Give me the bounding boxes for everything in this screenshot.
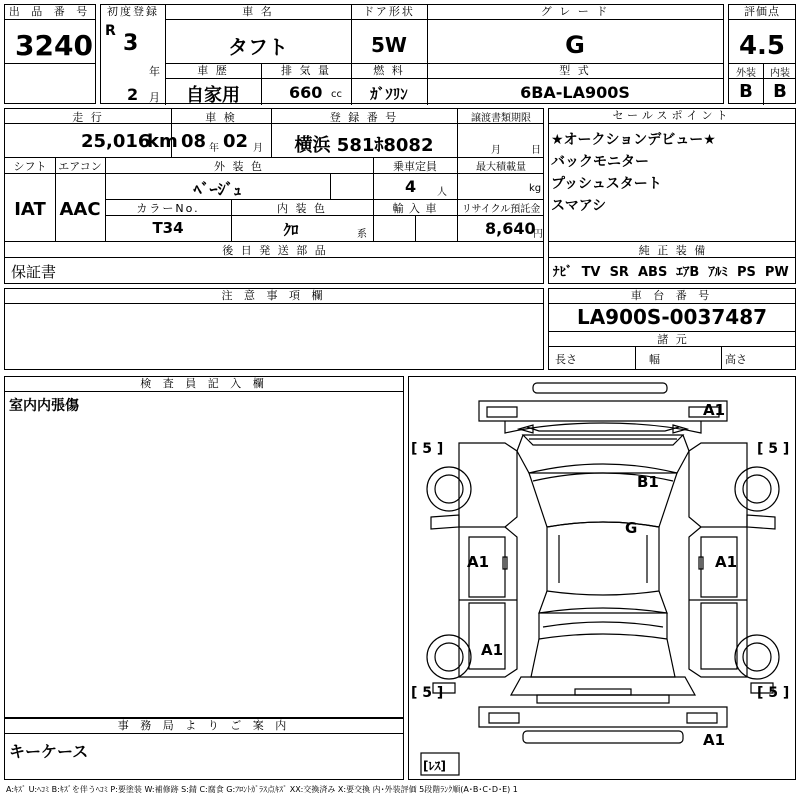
sales-point: バックモニター: [551, 154, 649, 170]
notes-label: 注 意 事 項 欄: [5, 289, 543, 304]
grade: G: [565, 31, 585, 59]
mileage-label: 走 行: [72, 111, 104, 124]
car-name: タフト: [228, 35, 288, 59]
sales-point: プッシュスタート: [551, 176, 662, 192]
year-unit: 年: [149, 65, 160, 78]
interior-color: ｸﾛ: [283, 221, 299, 239]
interior-color-unit: 系: [357, 229, 367, 240]
recycle-fee: 8,640: [485, 219, 536, 238]
sales-point: ★オークションデビュー★: [551, 132, 716, 148]
inspection-month-unit: 月: [253, 143, 263, 154]
first-registration-label: 初度登録: [107, 5, 159, 18]
damage-mark: A1: [703, 731, 726, 749]
car-diagram: [409, 377, 797, 781]
door-type-label: ドア形状: [363, 5, 415, 18]
displacement-unit: cc: [331, 89, 342, 100]
chassis-box: [548, 288, 796, 370]
model: 6BA-LA900S: [520, 83, 630, 102]
later-parts-label: 後 日 発 送 部 品: [222, 244, 328, 257]
damage-mark: A1: [715, 553, 738, 571]
load-label: 最大積載量: [476, 162, 526, 173]
equipment-item: SR: [609, 265, 629, 280]
history: 自家用: [186, 85, 240, 106]
capacity-unit: 人: [437, 187, 447, 198]
tire-label: [ 5 ]: [411, 685, 444, 701]
door-type: 5W: [371, 33, 407, 57]
color-number: T34: [152, 219, 184, 237]
interior-label: 内装: [770, 68, 790, 79]
equipment-item: ｱﾙﾐ: [708, 265, 728, 280]
score: 4.5: [738, 31, 786, 61]
mileage: 25,016: [81, 131, 151, 152]
score-box: [728, 4, 796, 104]
exterior-label: 外装: [736, 68, 756, 79]
capacity: 4: [405, 177, 417, 196]
length-label: 長さ: [555, 353, 577, 366]
exterior-color: ﾍﾞｰｼﾞｭ: [193, 180, 242, 199]
inspection-label: 車 検: [205, 111, 237, 124]
registration-label: 登 録 番 号: [329, 111, 399, 124]
sales-point: スマアシ: [551, 198, 607, 214]
damage-mark: A1: [703, 401, 726, 419]
ac: AAC: [59, 199, 101, 220]
lot-number: 3240: [15, 29, 93, 62]
inspector-box: [4, 376, 404, 718]
mileage-unit: km: [147, 131, 178, 152]
tire-label: [ 5 ]: [757, 441, 790, 457]
sales-points-box: [548, 108, 796, 284]
equipment-item: ｴｱB: [676, 265, 700, 280]
shift: IAT: [14, 199, 46, 220]
vehicle-details-box: [4, 108, 544, 284]
recycle-label: リサイクル預託金: [461, 204, 541, 215]
registration-number: 横浜 581ﾎ8082: [294, 135, 434, 156]
equipment-item: PS: [736, 265, 756, 280]
lot-number-label: 出 品 番 号: [5, 5, 95, 20]
damage-mark: B1: [637, 473, 659, 491]
color-number-label: カラーNo.: [136, 202, 200, 215]
inspection-year-unit: 年: [209, 143, 219, 154]
car-name-label: 車 名: [242, 5, 274, 18]
legend: A:ｷｽﾞ U:ﾍｺﾐ B:ｷｽﾞを伴うﾍｺﾐ P:要塗装 W:補修跡 S:錆 C:腐食 G:ﾌﾛﾝﾄｶﾞﾗｽ点ｷｽﾞ XX:交換済み X:要交換 内･外装評価 5段階ﾗﾝｸ順(A･B･C･D･E) 1: [6, 785, 518, 794]
history-label: 車 歴: [197, 64, 229, 77]
import-label: 輸 入 車: [392, 202, 438, 215]
lot-number-box: [4, 4, 96, 104]
score-label: 評価点: [729, 5, 795, 20]
vehicle-header-box: [100, 4, 724, 104]
notes-box: [4, 288, 544, 370]
fuel-label: 燃 料: [373, 64, 405, 77]
exterior-grade: B: [739, 81, 753, 102]
ac-label: エアコン: [58, 160, 102, 173]
model-label: 型 式: [559, 64, 591, 77]
width-label: 幅: [649, 353, 660, 366]
fuel: ｶﾞｿﾘﾝ: [370, 85, 408, 103]
inspection-month: 02: [223, 131, 249, 152]
damage-mark: A1: [481, 641, 504, 659]
later-parts-value: 保証書: [11, 263, 57, 281]
grade-label: グ レ ー ド: [540, 5, 610, 18]
interior-grade: B: [773, 81, 787, 102]
capacity-label: 乗車定員: [393, 160, 437, 173]
tire-label: [ 5 ]: [411, 441, 444, 457]
month-unit: 月: [149, 91, 160, 104]
sales-points-label: セールスポイント: [549, 109, 795, 124]
dimensions-label: 諸 元: [657, 333, 689, 346]
chassis-label: 車 台 番 号: [549, 289, 795, 304]
load-unit: kg: [529, 183, 542, 194]
office-label: 事 務 局 よ り ご 案 内: [5, 719, 403, 734]
equipment-item: TV: [581, 265, 601, 280]
equipment-label: 純 正 装 備: [638, 244, 708, 257]
office-notes: キーケース: [9, 742, 89, 761]
era-mark: R: [105, 23, 116, 39]
registration-month: 2: [127, 85, 139, 104]
displacement-label: 排 気 量: [281, 64, 331, 77]
chassis-number: LA900S-0037487: [576, 305, 768, 329]
inspection-year: 08: [181, 131, 207, 152]
shift-label: シフト: [13, 160, 47, 173]
recycle-unit: 円: [533, 229, 543, 240]
displacement: 660: [289, 83, 323, 102]
inspector-notes: 室内内張傷: [9, 398, 79, 414]
transfer-label: 譲渡書類期限: [471, 113, 531, 124]
equipment-list: [553, 261, 789, 280]
damage-diagram-box: [408, 376, 796, 780]
equipment-item: ABS: [638, 265, 668, 280]
tire-label: [ 5 ]: [757, 685, 790, 701]
height-label: 高さ: [725, 353, 747, 366]
equipment-item: ﾅﾋﾞ: [553, 265, 573, 280]
office-box: [4, 718, 404, 780]
color-label: 外 装 色: [214, 160, 264, 173]
registration-year: 3: [123, 31, 139, 56]
transfer-day: 日: [531, 145, 541, 156]
equipment-item: PW: [764, 265, 789, 280]
damage-mark: G: [625, 519, 638, 537]
inspector-label: 検 査 員 記 入 欄: [5, 377, 403, 392]
interior-color-label: 内 装 色: [277, 202, 327, 215]
transfer-month: 月: [491, 145, 501, 156]
damage-mark: A1: [467, 553, 490, 571]
spare-tire-label: [ﾚｽ]: [423, 759, 446, 773]
